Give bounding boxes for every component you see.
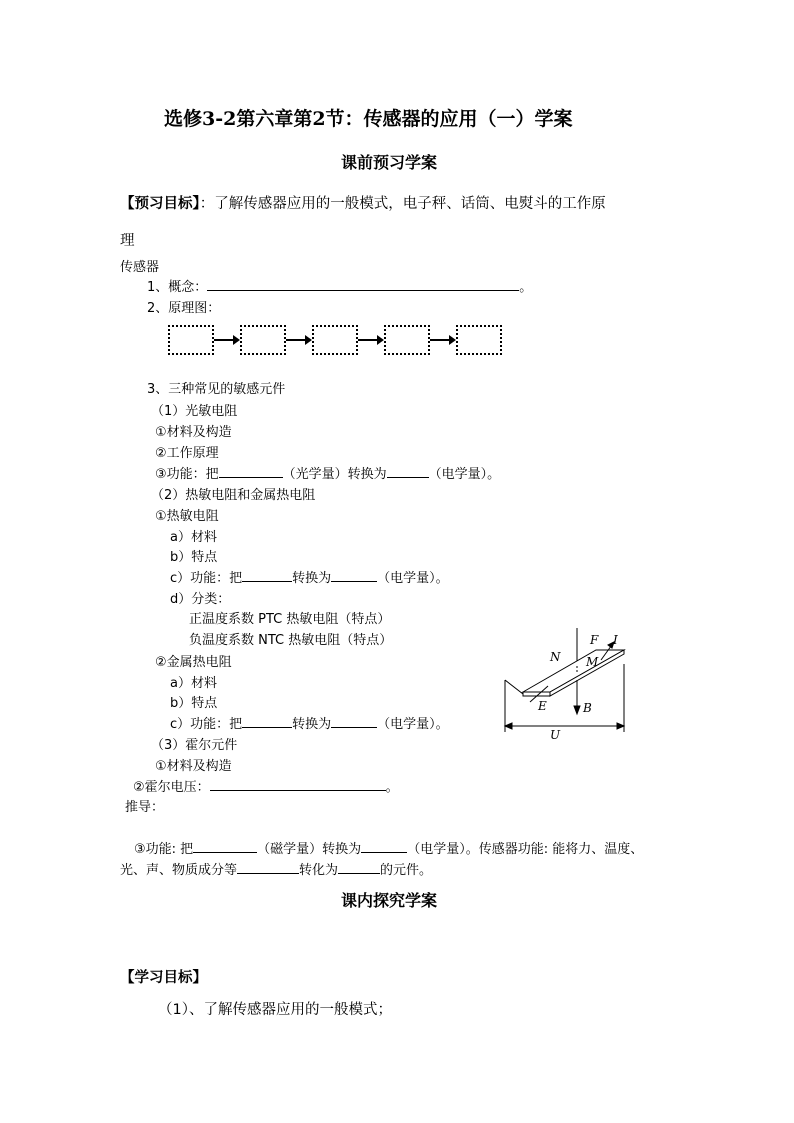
voltage-arrow-left [505, 723, 512, 729]
metal-resistor-feature: b）特点 [170, 696, 218, 711]
page-title: 选修3-2第六章第2节：传感器的应用（一）学案 [164, 108, 573, 130]
hall-function-blank-1[interactable] [193, 839, 257, 853]
label-b: B [583, 701, 592, 715]
photoresistor-function-end: （电学量）。 [428, 467, 501, 482]
label-current: I [613, 633, 618, 647]
diagram-box-2[interactable] [240, 325, 286, 355]
photoresistor-blank-1[interactable] [219, 464, 283, 478]
hall-voltage-label: ②霍尔电压： [133, 780, 210, 795]
hall-function-pre: ③功能: 把 [134, 842, 194, 857]
photoresistor-function-pre: ③功能：把 [155, 467, 219, 482]
diagram-box-3[interactable] [312, 325, 358, 355]
metal-resistor-function-end: （电学量）。 [377, 717, 449, 732]
sensor-function-blank-2[interactable] [338, 860, 380, 874]
diagram-arrow-4 [430, 339, 454, 341]
diagram-box-4[interactable] [384, 325, 430, 355]
diagram-arrow-2 [286, 339, 310, 341]
thermistor-subheading: ①热敏电阻 [155, 509, 219, 524]
photoresistor-heading: （1）光敏电阻 [151, 404, 238, 419]
hall-voltage-end: 。 [385, 780, 399, 795]
study-goal-heading: 【学习目标】 [120, 970, 207, 986]
label-m: M [586, 655, 599, 669]
ntc-thermistor: 负温度系数 NTC 热敏电阻（特点） [189, 633, 393, 648]
thermistor-function [170, 567, 449, 586]
concept-end: 。 [519, 280, 533, 295]
metal-resistor-blank-1[interactable] [242, 714, 292, 728]
principle-diagram-label: 2、原理图： [147, 301, 221, 316]
label-u: U [550, 728, 561, 740]
metal-resistor-function [170, 713, 449, 732]
hall-function-blank-2[interactable] [361, 839, 407, 853]
section-heading-preview: 课前预习学案 [341, 153, 438, 172]
label-e: E [538, 699, 547, 713]
preview-goal-text: ：了解传感器应用的一般模式，电子秤、话筒、电熨斗的工作原 [199, 196, 606, 212]
thermistor-function-end: （电学量）。 [377, 571, 449, 586]
diagram-box-5[interactable] [456, 325, 502, 355]
preview-goal-label: 【预习目标】 [120, 196, 200, 212]
diagram-arrow-3 [358, 339, 382, 341]
hall-plate-front [523, 692, 550, 696]
concept-label: 1、概念： [147, 280, 208, 295]
hall-function-mid1: （磁学量）转换为 [257, 842, 362, 857]
hall-function-mid2: （电学量）。传感器功能: 能将力、温度、 [407, 842, 644, 857]
section-heading-inclass: 课内探究学案 [341, 891, 438, 910]
diagram-arrow-1 [214, 339, 238, 341]
photoresistor-function-mid: （光学量）转换为 [282, 467, 387, 482]
metal-resistor-function-mid: 转换为 [292, 717, 332, 732]
sensor-heading: 传感器 [120, 260, 160, 275]
photoresistor-material: ①材料及构造 [155, 425, 232, 440]
metal-resistor-material: a）材料 [170, 676, 217, 691]
sensor-function-end: 的元件。 [380, 863, 433, 878]
sensitive-elements-heading: 3、三种常见的敏感元件 [147, 382, 286, 397]
hall-voltage-blank[interactable] [210, 777, 386, 791]
diagram-box-1[interactable] [168, 325, 214, 355]
metal-resistor-blank-2[interactable] [331, 714, 377, 728]
metal-resistor-heading: ②金属热电阻 [155, 655, 232, 670]
study-goal-item-1: （1）、了解传感器应用的一般模式； [158, 1002, 392, 1018]
thermistor-feature: b）特点 [170, 550, 218, 565]
thermistor-function-mid: 转换为 [292, 571, 332, 586]
derivation-label: 推导： [125, 800, 165, 815]
thermistor-classification: d）分类： [170, 592, 231, 607]
thermistor-blank-1[interactable] [242, 568, 292, 582]
sensor-function-pre: 光、声、物质成分等 [120, 863, 238, 878]
label-n: N [550, 650, 561, 664]
concept-line [147, 276, 532, 295]
label-force: F [590, 633, 599, 647]
sensor-function-line [120, 859, 432, 878]
hall-voltage-line [133, 776, 399, 795]
voltage-arrow-right [617, 723, 624, 729]
concept-blank[interactable] [207, 277, 519, 291]
sensor-function-blank-1[interactable] [237, 860, 299, 874]
photoresistor-blank-2[interactable] [387, 464, 429, 478]
sensor-function-mid: 转化为 [299, 863, 339, 878]
hall-effect-figure [498, 622, 638, 740]
hall-plate-top [523, 650, 624, 692]
preview-goal [120, 192, 606, 213]
thermistor-material: a）材料 [170, 530, 217, 545]
photoresistor-function [155, 463, 500, 482]
magnetic-field-arrow [574, 706, 580, 714]
hall-element-heading: （3）霍尔元件 [151, 738, 238, 753]
ptc-thermistor: 正温度系数 PTC 热敏电阻（特点） [189, 612, 391, 627]
hall-element-material: ①材料及构造 [155, 759, 232, 774]
preview-goal-continued: 理 [120, 233, 135, 249]
thermistor-blank-2[interactable] [331, 568, 377, 582]
wire-left-diag [505, 680, 523, 694]
metal-resistor-function-pre: c）功能：把 [170, 717, 243, 732]
hall-function-line [134, 838, 643, 857]
thermistor-heading: （2）热敏电阻和金属热电阻 [151, 488, 316, 503]
photoresistor-principle: ②工作原理 [155, 446, 219, 461]
thermistor-function-pre: c）功能：把 [170, 571, 243, 586]
